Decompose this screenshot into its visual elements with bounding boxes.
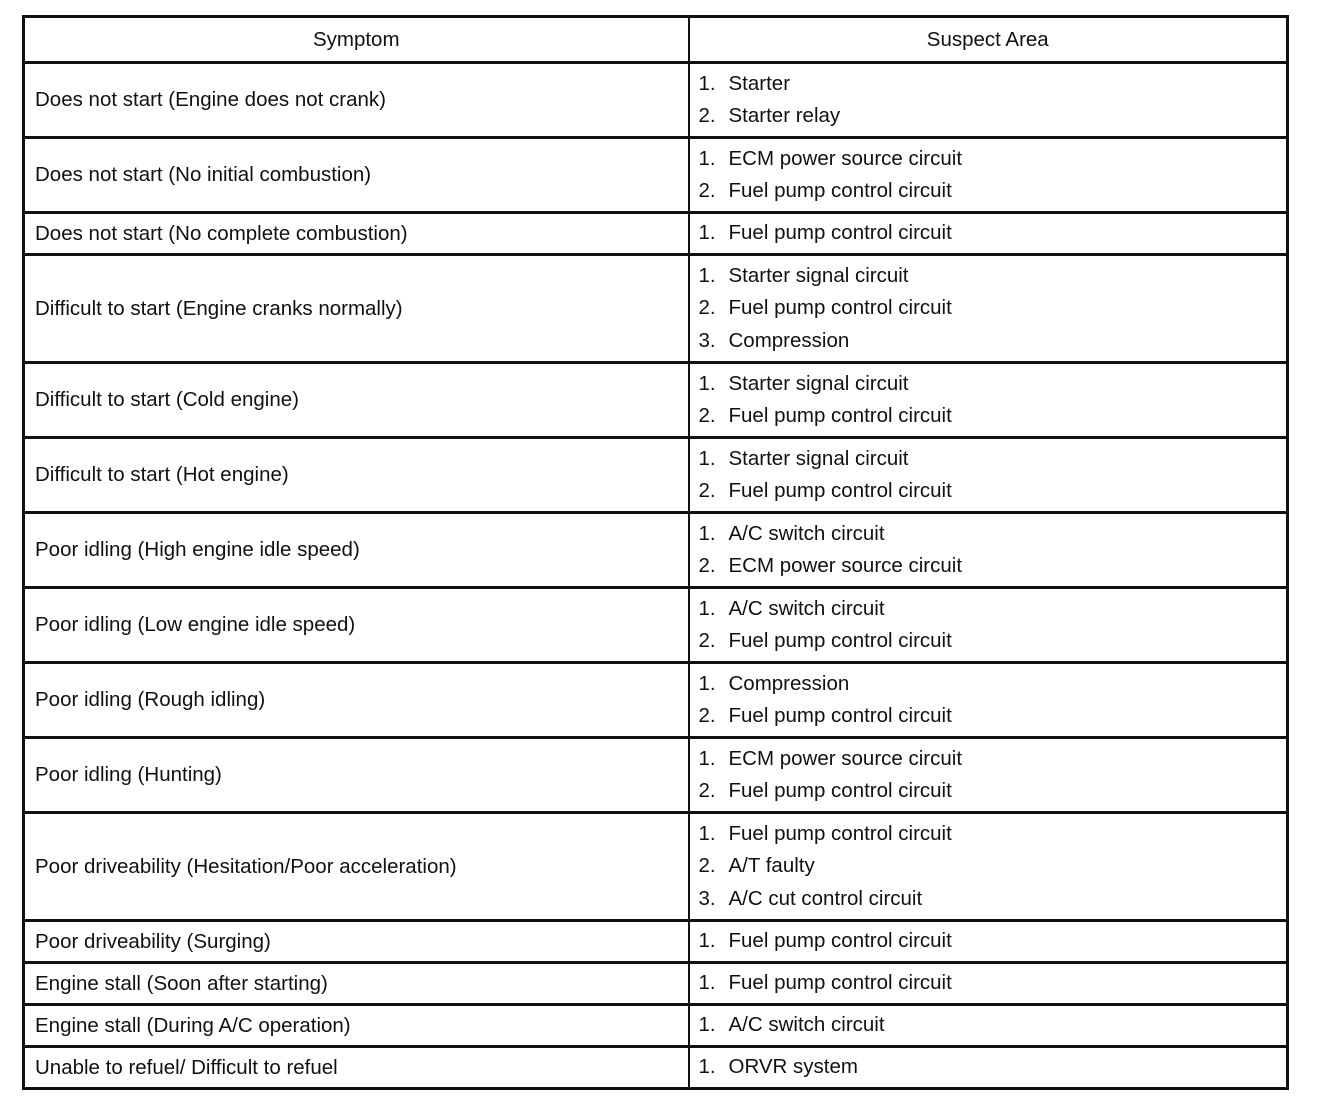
symptom-cell: Engine stall (During A/C operation) xyxy=(24,1005,689,1047)
suspect-area-text: Starter signal circuit xyxy=(728,446,909,470)
suspect-area-text: Fuel pump control circuit xyxy=(728,929,952,953)
suspect-area-text: ORVR system xyxy=(728,1055,858,1079)
suspect-area-list xyxy=(699,260,1287,358)
symptom-cell: Poor idling (Low engine idle speed) xyxy=(24,588,689,663)
table-row xyxy=(24,663,1288,738)
suspect-area-text: Fuel pump control circuit xyxy=(728,404,952,427)
suspect-area-cell xyxy=(689,63,1288,138)
symptom-cell: Engine stall (Soon after starting) xyxy=(24,963,689,1005)
item-number: 3. xyxy=(698,886,716,910)
suspect-area-cell xyxy=(689,1047,1288,1089)
item-number: 1. xyxy=(698,446,716,470)
suspect-area-list xyxy=(699,967,1287,1000)
suspect-area-item xyxy=(699,260,1287,293)
suspect-area-text: ECM power source circuit xyxy=(728,146,963,170)
item-number: 2. xyxy=(698,104,716,127)
suspect-area-text: A/C switch circuit xyxy=(728,521,885,545)
symptom-table xyxy=(22,15,1289,1090)
item-number: 2. xyxy=(698,779,716,802)
item-number: 2. xyxy=(698,704,716,727)
suspect-area-list xyxy=(699,1051,1287,1084)
suspect-area-item xyxy=(699,925,1287,958)
item-number: 1. xyxy=(698,1013,716,1037)
suspect-area-text: A/T faulty xyxy=(728,854,815,878)
suspect-area-text: Fuel pump control circuit xyxy=(728,479,952,502)
suspect-area-cell xyxy=(689,963,1288,1005)
suspect-area-item xyxy=(699,217,1287,250)
suspect-area-cell xyxy=(689,213,1288,255)
item-number: 1. xyxy=(698,671,716,695)
suspect-area-item xyxy=(699,668,1287,701)
suspect-area-item xyxy=(699,700,1287,733)
suspect-area-column-header: Suspect Area xyxy=(689,17,1288,63)
symptom-cell: Difficult to start (Engine cranks normally) xyxy=(24,255,689,363)
suspect-area-item xyxy=(699,100,1287,133)
suspect-area-text: Starter signal circuit xyxy=(728,263,909,287)
table-row xyxy=(24,963,1288,1005)
header-row xyxy=(24,17,1288,63)
table-row xyxy=(24,1047,1288,1089)
suspect-area-text: Fuel pump control circuit xyxy=(728,629,952,652)
suspect-area-text: A/C cut control circuit xyxy=(728,886,923,910)
suspect-area-text: A/C switch circuit xyxy=(728,1013,885,1037)
suspect-area-list xyxy=(699,217,1287,250)
symptom-cell: Poor idling (Hunting) xyxy=(24,738,689,813)
table-row xyxy=(24,255,1288,363)
suspect-area-item xyxy=(699,325,1287,358)
suspect-area-item xyxy=(699,143,1287,176)
item-number: 1. xyxy=(698,263,716,287)
suspect-area-item xyxy=(699,400,1287,433)
suspect-area-item xyxy=(699,443,1287,476)
suspect-area-cell xyxy=(689,438,1288,513)
suspect-area-item xyxy=(699,967,1287,1000)
suspect-area-text: Fuel pump control circuit xyxy=(728,971,952,995)
suspect-area-item xyxy=(699,593,1287,626)
table-row xyxy=(24,513,1288,588)
table-row xyxy=(24,363,1288,438)
suspect-area-list xyxy=(699,143,1287,208)
suspect-area-list xyxy=(699,668,1287,733)
suspect-area-cell xyxy=(689,138,1288,213)
item-number: 1. xyxy=(698,221,716,245)
suspect-area-text: Compression xyxy=(728,671,850,695)
item-number: 1. xyxy=(698,971,716,995)
item-number: 2. xyxy=(698,629,716,652)
item-number: 1. xyxy=(698,1055,716,1079)
symptom-cell: Does not start (Engine does not crank) xyxy=(24,63,689,138)
suspect-area-item xyxy=(699,292,1287,325)
suspect-area-text: Compression xyxy=(728,328,850,352)
item-number: 1. xyxy=(698,929,716,953)
suspect-area-item xyxy=(699,68,1287,101)
table-row xyxy=(24,921,1288,963)
suspect-area-item xyxy=(699,550,1287,583)
item-number: 2. xyxy=(698,179,716,202)
symptom-cell: Unable to refuel/ Difficult to refuel xyxy=(24,1047,689,1089)
suspect-area-item xyxy=(699,368,1287,401)
suspect-area-list xyxy=(699,743,1287,808)
suspect-area-text: Fuel pump control circuit xyxy=(728,296,952,320)
suspect-area-cell xyxy=(689,513,1288,588)
suspect-area-item xyxy=(699,625,1287,658)
suspect-area-cell xyxy=(689,738,1288,813)
suspect-area-cell xyxy=(689,813,1288,921)
suspect-area-list xyxy=(699,818,1287,916)
symptom-cell: Difficult to start (Cold engine) xyxy=(24,363,689,438)
item-number: 2. xyxy=(698,854,716,878)
suspect-area-item xyxy=(699,475,1287,508)
suspect-area-cell xyxy=(689,255,1288,363)
suspect-area-item xyxy=(699,175,1287,208)
suspect-area-list xyxy=(699,1009,1287,1042)
symptom-cell: Poor idling (Rough idling) xyxy=(24,663,689,738)
suspect-area-text: A/C switch circuit xyxy=(728,596,885,620)
item-number: 2. xyxy=(698,296,716,320)
symptom-cell: Poor driveability (Hesitation/Poor acceleration) xyxy=(24,813,689,921)
item-number: 1. xyxy=(698,821,716,845)
suspect-area-item xyxy=(699,1051,1287,1084)
suspect-area-text: Fuel pump control circuit xyxy=(728,779,952,802)
symptom-cell: Does not start (No complete combustion) xyxy=(24,213,689,255)
suspect-area-item xyxy=(699,850,1287,883)
item-number: 1. xyxy=(698,71,716,95)
item-number: 2. xyxy=(698,554,716,577)
suspect-area-list xyxy=(699,593,1287,658)
table-row xyxy=(24,63,1288,138)
suspect-area-cell xyxy=(689,588,1288,663)
table-row xyxy=(24,138,1288,213)
symptom-cell: Difficult to start (Hot engine) xyxy=(24,438,689,513)
table-row xyxy=(24,213,1288,255)
suspect-area-text: ECM power source circuit xyxy=(728,554,963,577)
symptom-cell: Does not start (No initial combustion) xyxy=(24,138,689,213)
suspect-area-list xyxy=(699,925,1287,958)
suspect-area-cell xyxy=(689,921,1288,963)
suspect-area-item xyxy=(699,743,1287,776)
suspect-area-list xyxy=(699,68,1287,133)
table-row xyxy=(24,588,1288,663)
suspect-area-text: Starter xyxy=(728,71,791,95)
table-row xyxy=(24,738,1288,813)
suspect-area-item xyxy=(699,1009,1287,1042)
table-row xyxy=(24,438,1288,513)
suspect-area-list xyxy=(699,443,1287,508)
item-number: 3. xyxy=(698,328,716,352)
suspect-area-item xyxy=(699,775,1287,808)
table-row xyxy=(24,1005,1288,1047)
item-number: 1. xyxy=(698,371,716,395)
suspect-area-text: Starter signal circuit xyxy=(728,371,909,395)
item-number: 1. xyxy=(698,521,716,545)
suspect-area-cell xyxy=(689,1005,1288,1047)
item-number: 1. xyxy=(698,146,716,170)
suspect-area-text: Fuel pump control circuit xyxy=(728,179,952,202)
symptom-cell: Poor driveability (Surging) xyxy=(24,921,689,963)
symptom-cell: Poor idling (High engine idle speed) xyxy=(24,513,689,588)
suspect-area-item xyxy=(699,518,1287,551)
suspect-area-list xyxy=(699,368,1287,433)
symptom-column-header: Symptom xyxy=(24,17,689,63)
suspect-area-text: ECM power source circuit xyxy=(728,746,963,770)
suspect-area-list xyxy=(699,518,1287,583)
suspect-area-item xyxy=(699,818,1287,851)
table-row xyxy=(24,813,1288,921)
suspect-area-text: Starter relay xyxy=(728,104,841,127)
suspect-area-text: Fuel pump control circuit xyxy=(728,821,952,845)
suspect-area-item xyxy=(699,883,1287,916)
suspect-area-cell xyxy=(689,663,1288,738)
item-number: 1. xyxy=(698,746,716,770)
item-number: 2. xyxy=(698,404,716,427)
suspect-area-text: Fuel pump control circuit xyxy=(728,221,952,245)
suspect-area-cell xyxy=(689,363,1288,438)
item-number: 1. xyxy=(698,596,716,620)
suspect-area-text: Fuel pump control circuit xyxy=(728,704,952,727)
table-body xyxy=(24,63,1288,1089)
item-number: 2. xyxy=(698,479,716,502)
